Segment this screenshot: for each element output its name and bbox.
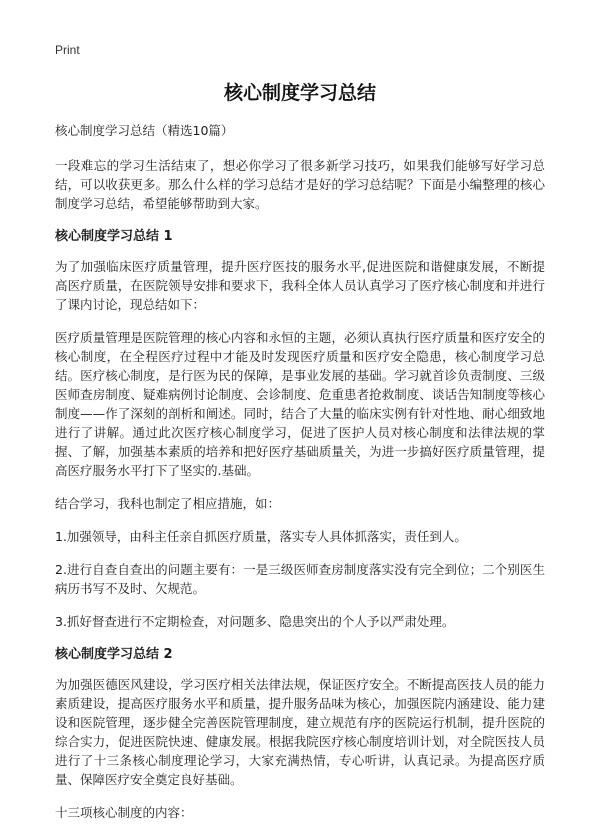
document-page xyxy=(55,42,545,836)
section-1-list-item-2: 2.进行自查自查出的问题主要有：一是三级医师查房制度落实没有完全到位；二个别医生病历书写不及时、欠规范。 xyxy=(55,562,545,596)
section-1-heading: 核心制度学习总结 1 xyxy=(55,229,173,244)
intro-paragraph: 一段难忘的学习生活结束了，想必你学习了很多新学习技巧，如果我们能够写好学习总结，可以收获更多。那么什么样的学习总结才是好的学习总结呢？下面是小编整理的核心制度学习总结，希望能够帮助到大家。 xyxy=(55,158,545,211)
section-1-paragraph-2: 医疗质量管理是医院管理的核心内容和永恒的主题，必须认真执行医疗质量和医疗安全的核心制度，在全程医疗过程中才能及时发现医疗质量和医疗安全隐患，核心制度学习总结。医疗核心制度，是行医为民的保障，是事业发展的基础。学习就首诊负责制度、三级医师查房制度、疑难病例讨论制度、会诊制度、危重患者抢救制度、谈话告知制度等核心制度——作了深刻的剖析和阐述。同时，结合了大量的临床实例有针对性地、耐心细致地进行了讲解。通过此次医疗核心制度学习，促进了医护人员对核心制度和法律法规的掌握、了解，加强基本素质的培养和把好医疗基础质量关，为进一步搞好医疗质量管理，提高医疗服务水平打下了坚实的.基础。 xyxy=(55,330,545,478)
document-subtitle: 核心制度学习总结（精选10篇） xyxy=(55,123,234,138)
section-2-heading: 核心制度学习总结 2 xyxy=(55,647,173,662)
section-2-paragraph-1: 为加强医德医风建设，学习医疗相关法律法规，保证医疗安全。不断提高医技人员的能力素质建设，提高医疗服务水平和质量，提升服务品味为核心，加强医院内涵建设、能力建设和医院管理，逐步健全完善医院管理制度，建立规范有序的医院运行机制，提升医院的综合实力，促进医院快速、健康发展。根据我院医疗核心制度培训计划，对全院医技人员进行了十三条核心制度理论学习，大家充满热情，专心听讲，认真记录。为提高医疗质量、保障医疗安全奠定良好基础。 xyxy=(55,677,545,787)
page-title: 核心制度学习总结 xyxy=(223,82,376,104)
section-1-list-item-3: 3.抓好督查进行不定期检查，对问题多、隐患突出的个人予以严肃处理。 xyxy=(55,614,455,629)
print-label: Print xyxy=(55,43,80,57)
section-1-paragraph-1: 为了加强临床医疗质量管理，提升医疗医技的服务水平,促进医院和谐健康发展，不断提高医疗质量，在医院领导安排和要求下，我科全体人员认真学习了医疗核心制度和并进行了课内讨论，现总结如下： xyxy=(55,259,545,312)
section-1-paragraph-3: 结合学习，我科也制定了相应措施，如： xyxy=(55,496,281,511)
section-1-list-item-1: 1.加强领导，由科主任亲自抓医疗质量，落实专人具体抓落实，责任到人。 xyxy=(55,529,467,544)
section-2-paragraph-2: 十三项核心制度的内容： xyxy=(55,805,193,820)
